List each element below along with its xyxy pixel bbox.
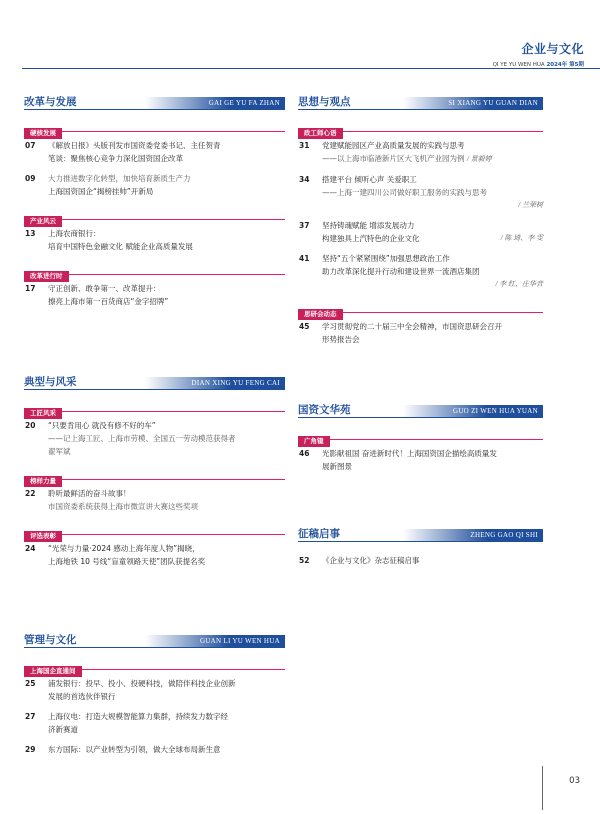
entry-title: 坚持铸魂赋能 增添发展动力 (322, 221, 415, 230)
entry-title: 展新图景 (322, 462, 352, 471)
toc-entry[interactable] (298, 139, 543, 166)
toc-entry[interactable] (24, 743, 285, 756)
section-title: 管理与文化 (24, 634, 77, 646)
page-number: 25 (25, 679, 36, 688)
entry-title: 光影献祖国 奋进新时代！上海国资国企描绘高质量发 (322, 449, 497, 458)
page-number: 34 (299, 175, 310, 184)
entry-title: 助力改革深化提升行动和建设世界一流酒店集团 (322, 267, 480, 276)
folio: 03 (569, 776, 580, 786)
entry-subtitle: 市国资委系统获得上海市微宣讲大赛这些奖项 (48, 502, 198, 511)
page-number: 27 (25, 712, 36, 721)
entry-title: 发展的首选伙伴银行 (48, 692, 116, 701)
section-pinyin: ZHENG GAO QI SHI (403, 529, 543, 541)
entry-title: 搭建平台 倾听心声 关爱职工 (322, 175, 417, 184)
subsection-tag: 政工师心语 (298, 128, 343, 139)
toc-entry[interactable] (24, 487, 285, 513)
page-number: 13 (25, 229, 36, 238)
issue-label: 2024年 第5期 (546, 62, 584, 68)
toc-entry[interactable] (24, 227, 285, 253)
section-pinyin: DIAN XING YU FENG CAI (145, 377, 285, 389)
page-number: 07 (25, 141, 36, 150)
toc-entry[interactable] (24, 677, 285, 703)
entry-title: 上海农商银行： (48, 229, 101, 238)
toc-entry[interactable] (24, 419, 285, 458)
toc-entry[interactable] (298, 252, 543, 291)
entry-title: 上海仪电：打造大规模智能算力集群，持续发力数字经 (48, 712, 228, 721)
page-number: 22 (25, 489, 36, 498)
subsection-tag: 广角镜 (298, 436, 330, 447)
section-garden (298, 402, 543, 473)
magazine-pinyin: QI YE YU WEN HUA (492, 62, 545, 68)
entry-title: 《企业与文化》杂志征稿启事 (322, 556, 420, 565)
toc-entry[interactable] (24, 542, 285, 568)
page-number: 17 (25, 284, 36, 293)
toc-entry[interactable] (298, 219, 543, 245)
entry-subtitle: ——以上海市临港新片区大飞机产业园为例 (322, 154, 465, 163)
toc-entry[interactable] (298, 320, 543, 346)
entry-title: “光荣与力量·2024 感动上海年度人物”揭晓， (48, 544, 200, 553)
section-title: 改革与发展 (24, 96, 77, 108)
entry-title: 聆听最鲜活的奋斗故事！ (48, 489, 131, 498)
entry-title: 坚持“五个紧紧围绕”加强思想政治工作 (322, 254, 450, 263)
section-header (298, 94, 543, 110)
entry-subtitle: ——上海一建四川公司做好职工服务的实践与思考 (322, 188, 487, 197)
entry-title: 守正创新、敢争第一、改革提升： (48, 284, 161, 293)
entry-author: / 陈 琦、李 雯 (500, 234, 543, 242)
entry-title: 东方国际：以产业转型为引领，做大全球布局新生意 (48, 745, 221, 754)
entry-title: 《解放日报》头版刊发市国资委党委书记、主任贺青 (48, 141, 221, 150)
section-header (24, 632, 285, 648)
entry-subtitle: ——记上海工匠、上海市劳模、全国五一劳动模范获得者 (48, 434, 236, 443)
entry-subtitle: 翟军斌 (48, 447, 71, 456)
entry-author: / 景毅婷 (466, 155, 492, 163)
section-title: 征稿启事 (298, 528, 340, 540)
page-number: 46 (299, 449, 310, 458)
subsection-tag: 上海国企直通间 (24, 666, 82, 677)
section-reform (24, 94, 285, 308)
section-call (298, 526, 543, 567)
section-ideas (298, 94, 543, 346)
section-management (24, 632, 285, 756)
page-number: 52 (299, 556, 310, 565)
page-number: 24 (25, 544, 36, 553)
entry-title: 笔谈：聚焦核心竞争力深化国资国企改革 (48, 154, 183, 163)
magazine-title: 企业与文化 (521, 42, 584, 56)
entry-title: 学习贯彻党的二十届三中全会精神，市国资思研会召开 (322, 322, 502, 331)
section-title: 思想与观点 (298, 96, 351, 108)
masthead (493, 40, 584, 68)
subsection-tag: 硬核发展 (24, 128, 62, 139)
subsection-tag: 榜样力量 (24, 476, 62, 487)
section-title: 典型与风采 (24, 376, 77, 388)
page-number: 29 (25, 745, 36, 754)
toc-entry[interactable] (24, 139, 285, 165)
toc-entry[interactable] (298, 554, 543, 567)
page-number: 41 (299, 254, 310, 263)
section-header (298, 526, 543, 542)
entry-subtitle: 大力推进数字化转型，加快培育新质生产力 (48, 174, 191, 183)
page-number: 09 (25, 174, 36, 183)
page-number: 37 (299, 221, 310, 230)
entry-author: / 李 红、庄华音 (495, 280, 543, 288)
page-number: 45 (299, 322, 310, 331)
section-models (24, 374, 285, 568)
page-number: 31 (299, 141, 310, 150)
subsection-tag: 评选表彰 (24, 531, 62, 542)
toc-entry[interactable] (298, 447, 543, 473)
masthead-rule (22, 68, 600, 69)
entry-title: 形势报告会 (322, 335, 360, 344)
entry-author: / 兰荣树 (518, 201, 543, 209)
section-pinyin: GUAN LI YU WEN HUA (145, 635, 285, 647)
entry-title: 上海国资国企“揭榜挂帅”开新局 (48, 187, 154, 196)
entry-title: 党建赋能园区产业高质量发展的实践与思考 (322, 141, 465, 150)
subsection-tag: 思研会动态 (298, 309, 343, 320)
entry-title: 浦发银行：投早、投小、投硬科技，做陪伴科技企业创新 (48, 679, 236, 688)
section-pinyin: GUO ZI WEN HUA YUAN (403, 405, 543, 417)
toc-entry[interactable] (24, 282, 285, 308)
entry-title: “只要肯用心 就没有修不好的车” (48, 421, 156, 430)
section-pinyin: GAI GE YU FA ZHAN (145, 97, 285, 109)
page-number-rule (542, 766, 543, 810)
page-number: 20 (25, 421, 36, 430)
entry-title: 济新赛道 (48, 725, 78, 734)
toc-entry[interactable] (24, 172, 285, 198)
toc-entry[interactable] (298, 173, 543, 212)
section-header (298, 402, 543, 418)
section-pinyin: SI XIANG YU GUAN DIAN (403, 97, 543, 109)
section-header (24, 94, 285, 110)
subsection-tag: 工匠风采 (24, 408, 62, 419)
subsection-tag: 产业风云 (24, 216, 62, 227)
entry-title: 上海地铁 10 号线“盲童领路天使”团队获提名奖 (48, 557, 206, 566)
entry-title: 擦亮上海市第一百货商店“金字招牌” (48, 297, 169, 306)
section-title: 国资文华苑 (298, 404, 351, 416)
subsection-tag: 改革进行时 (24, 271, 69, 282)
entry-title: 构建独具上汽特色的企业文化 (322, 234, 420, 243)
section-header (24, 374, 285, 390)
toc-entry[interactable] (24, 710, 285, 736)
entry-title: 培育中国特色金融文化 赋能企业高质量发展 (48, 242, 193, 251)
